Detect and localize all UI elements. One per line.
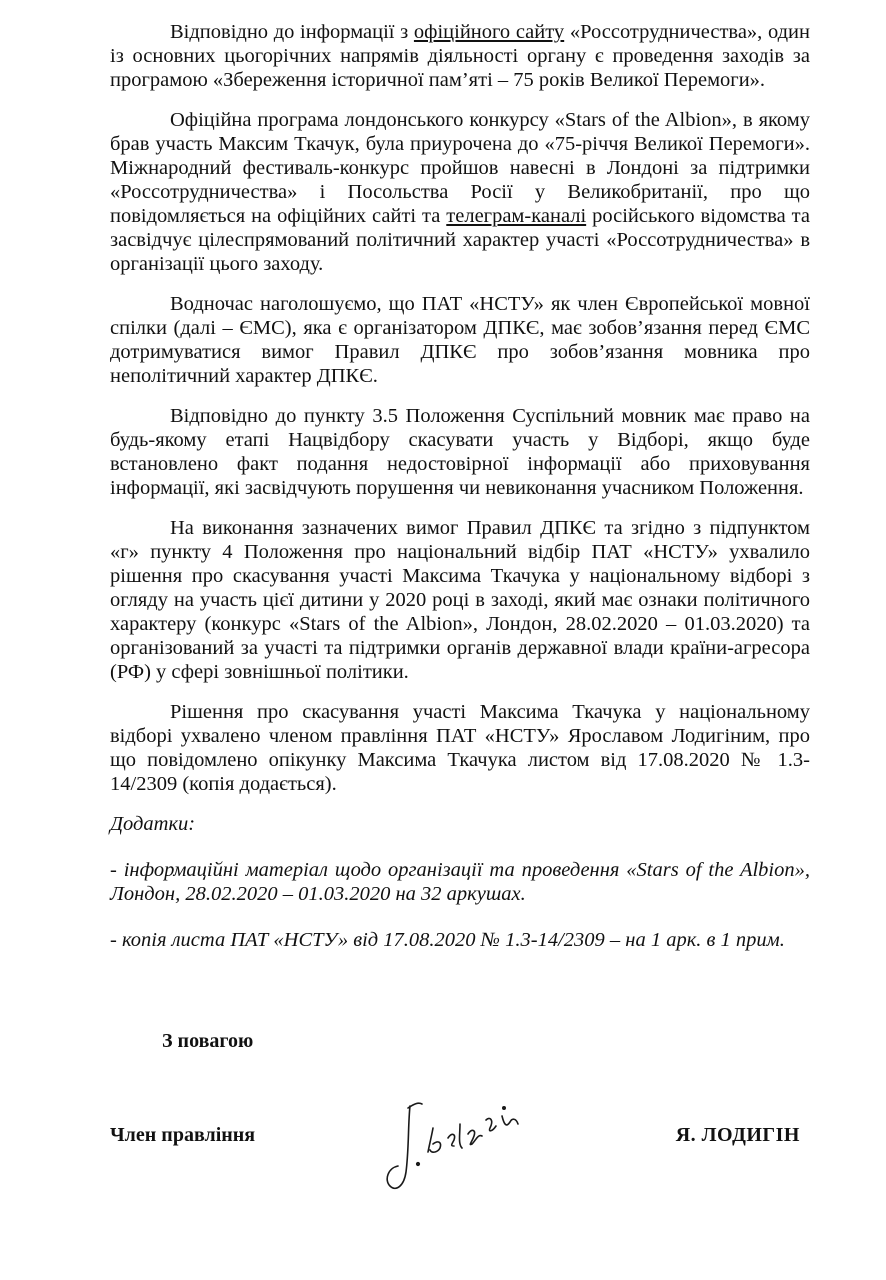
attachments-title: Додатки: xyxy=(110,813,196,835)
paragraph-3: Водночас наголошуємо, що ПАТ «НСТУ» як член Європейської мовної спілки (далі – ЄМС), яка є організатором ДПКЄ, має зобов’язання перед ЄМС дотримуватися вимог Правил ДПКЄ про зобов’язання мовника про неполітичний характер ДПКЄ. xyxy=(110,293,810,387)
paragraph-2: Офіційна програма лондонського конкурсу «Stars of the Albion», в якому брав участь Максим Ткачук, була приурочена до «75-річчя Великої Перемоги». Міжнародний фестиваль-конкурс пройшов навесні в Лондоні за підтримки «Россотрудничества» і Посольства Росії у Великобританії, про що повідомляється на офіційних сайті та телеграм-каналі російського відомства та засвідчує цілеспрямований політичний характер участі «Россотрудничества» в організації цього заходу. xyxy=(110,109,810,275)
letter-body xyxy=(110,20,810,974)
official-site-link[interactable]: офіційного сайту xyxy=(413,21,565,43)
paragraph-6: Рішення про скасування участі Максима Ткачука у національному відборі ухвалено членом правління ПАТ «НСТУ» Ярославом Лодигіним, про що повідомлено опікунку Максима Ткачука листом від 17.08.2020 № 1.3-14/2309 (копія додається). xyxy=(110,701,810,795)
attachment-item-1: - інформаційні матеріал щодо організації та проведення «Stars of the Albion», Лондон, 28.02.2020 – 01.03.2020 на 32 аркушах. xyxy=(110,859,810,905)
paragraph-5: На виконання зазначених вимог Правил ДПКЄ та згідно з підпунктом «г» пункту 4 Положення про національний відбір ПАТ «НСТУ» ухвалило рішення про скасування участі Максима Ткачука у національному відборі з огляду на участь цієї дитини у 2020 році в заході, який має ознаки політичного характеру (конкурс «Stars of the Albion», Лондон, 28.02.2020 – 01.03.2020) та організований за участі та підтримки органів державної влади країни-агресора (РФ) у сфері зовнішньої політики. xyxy=(110,517,810,683)
paragraph-4: Відповідно до пункту 3.5 Положення Суспільний мовник має право на будь-якому етапі Нацвідбору скасувати участь у Відборі, якщо буде встановлено факт подання недостовірної інформації або приховування інформації, які засвідчують порушення чи невиконання учасником Положення. xyxy=(110,405,810,499)
signer-name: Я. ЛОДИГІН xyxy=(675,1124,800,1146)
paragraph-1: Відповідно до інформації з офіційного сайту «Россотрудничества», один із основних цьогорічних напрямів діяльності органу є проведення заходів за програмою «Збереження історичної пам’яті – 75 років Великої Перемоги». xyxy=(110,21,811,91)
closing-regards: З повагою xyxy=(162,1030,254,1052)
attachment-item-2: - копія листа ПАТ «НСТУ» від 17.08.2020 № 1.3-14/2309 – на 1 арк. в 1 прим. xyxy=(110,929,785,951)
handwritten-signature xyxy=(378,1094,548,1204)
telegram-channel-link[interactable]: телеграм-каналі xyxy=(446,205,587,227)
signer-position: Член правління xyxy=(110,1124,256,1146)
